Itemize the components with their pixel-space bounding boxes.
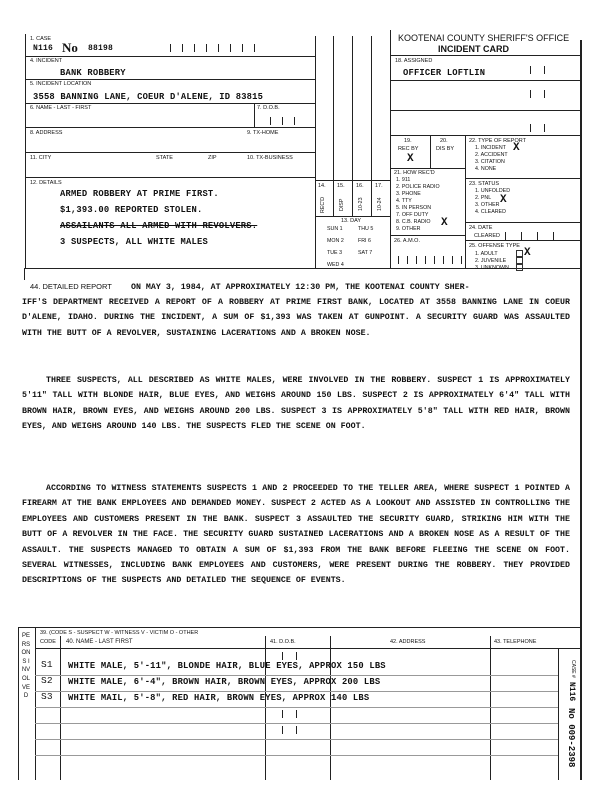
how-recd-opt-4: 4. TTY bbox=[396, 198, 412, 204]
report-left-edge bbox=[24, 268, 25, 280]
report-paragraph-2: THREE SUSPECTS, ALL DESCRIBED AS WHITE MALES, WERE INVOLVED IN THE ROBBERY. SUSPECT 1 IS APPROXIMATELY 5'11" TALL WITH BLONDE HAIR, BLUE EYES, AND WEIGHS AROUND 150 LBS. SUSPECT 2 IS APPROXIMATELY 6'4" TALL WITH BROWN HAIR, BROWN EYES, AND WEIGHS AROUND 200 LBS. SUSPECT 3 IS APPROXIMATELY 5'8" TALL WITH RED HAIR, BROWN EYES, AND WEIGHS AROUND 140 LBS. THE SUSPECTS FLED THE SCENE ON FOOT. bbox=[22, 376, 570, 432]
details-line-3: ASSAILANTS ALL ARMED WITH REVOLVERS. bbox=[60, 221, 258, 231]
status-label: 23. STATUS bbox=[469, 181, 500, 187]
type-report-mark: X bbox=[513, 142, 520, 154]
code-14-label: 14. bbox=[318, 183, 326, 189]
line-row-3 bbox=[35, 707, 558, 708]
case-number: 88198 bbox=[88, 44, 114, 53]
date-cleared-ticks bbox=[505, 232, 575, 240]
offense-type-mark: X bbox=[524, 247, 531, 259]
offense-opt-unknown bbox=[475, 264, 523, 272]
status-opt-3: 3. OTHER bbox=[475, 202, 500, 208]
type-report-label: 22. TYPE OF REPORT bbox=[469, 138, 526, 144]
status-mark: X bbox=[500, 194, 507, 206]
day-sat: SAT 7 bbox=[358, 250, 373, 256]
line-how-recd-bottom bbox=[390, 235, 465, 236]
type-report-opt-3: 3. CITATION bbox=[475, 159, 505, 165]
case-tick-marks bbox=[170, 44, 310, 52]
line-case-bottom bbox=[25, 56, 315, 57]
day-wed: WED 4 bbox=[327, 262, 344, 268]
how-recd-opt-2: 2. POLICE RADIO bbox=[396, 184, 440, 190]
code-17-label: 17. bbox=[375, 183, 383, 189]
line-header-bottom bbox=[390, 55, 580, 56]
dob-label: 7. D.O.B. bbox=[257, 105, 280, 111]
mid-col-right-border bbox=[390, 30, 391, 268]
line-row-4 bbox=[35, 723, 558, 724]
case-no-symbol: No bbox=[62, 40, 78, 55]
type-report-opt-1: 1. INCIDENT bbox=[475, 145, 506, 151]
code-divider-1 bbox=[333, 36, 334, 216]
persons-code-legend: 39. (CODE S - SUSPECT W - WITNESS V - VICTIM O - OTHER bbox=[40, 630, 199, 636]
report-paragraph-3: ACCORDING TO WITNESS STATEMENTS SUSPECTS 1 AND 2 PROCEEDED TO THE TELLER AREA, WHERE SUSPECT 1 POINTED A FIREARM AT THE BANK EMPLOYEES AND DEMANDED MONEY. SUSPECT 2 ACTED AS A LOOKOUT AND ASSISTED IN CONTROLLING THE EMPLOYEES AND CUSTOMERS PRESENT IN THE BANK. SUSPECT 3 ASSAULTED THE SECURITY GUARD, STRIKING HIM WITH THE BUTT OF A REVOLVER IN THE FACE. THE SECURITY GUARD SUSTAINED LACERATIONS AND A BROKEN NOSE AS A RESULT OF THE ASSAULT. THE SUSPECTS MANAGED TO OBTAIN A SUM OF $1,393 FROM THE BANK BEFORE FLEEING THE SCENE ON FOOT. SEVERAL WITNESSES, INCLUDING BANK EMPLOYEES AND CUSTOMERS, WERE PRESENT DURING THE ROBBERY. THEY PROVIDED DESCRIPTIONS OF THE SUSPECTS AND DETAILED THE SEQUENCE OF EVENTS. bbox=[22, 484, 570, 586]
line-row-5 bbox=[35, 739, 558, 740]
dob-ticks-row-5 bbox=[282, 726, 312, 734]
day-mon: MON 2 bbox=[327, 238, 344, 244]
mid-col-left-border bbox=[315, 36, 316, 268]
how-recd-opt-3: 3. PHONE bbox=[396, 191, 421, 197]
assigned-value: OFFICER LOFTLIN bbox=[403, 68, 486, 78]
details-line-2: $1,393.00 REPORTED STOLEN. bbox=[60, 205, 203, 215]
dob-ticks-row-4 bbox=[282, 710, 312, 718]
amo-tick-marks bbox=[398, 256, 462, 264]
report-first-line: ON MAY 3, 1984, AT APPROXIMATELY 12:30 PM, THE KOOTENAI COUNTY SHER- bbox=[131, 283, 470, 292]
form-right-border bbox=[580, 40, 582, 780]
code-16-text: 10-23 bbox=[358, 197, 364, 211]
amo-label: 26. A.M.O. bbox=[394, 238, 420, 244]
code-16-label: 16. bbox=[356, 183, 364, 189]
line-row-6 bbox=[35, 755, 558, 756]
tx-home-label: 9. TX-HOME bbox=[247, 130, 279, 136]
report-label: 44. DETAILED REPORT bbox=[30, 282, 112, 291]
how-recd-label: 21. HOW REC'D bbox=[394, 170, 435, 176]
col-dob-header: 41. D.O.B. bbox=[270, 639, 296, 645]
col-code-divider bbox=[60, 636, 61, 780]
rec-by-mark: X bbox=[407, 153, 414, 165]
how-recd-opt-1: 1. 911 bbox=[396, 177, 411, 183]
rec-by-label: REC BY bbox=[398, 146, 419, 152]
case-side-label: CASE # bbox=[570, 660, 576, 678]
dob-divider bbox=[254, 103, 255, 127]
right-block-divider bbox=[465, 135, 466, 268]
code-divider-3 bbox=[371, 36, 372, 216]
case-side-prefix: N116 bbox=[567, 682, 576, 702]
agency-name: KOOTENAI COUNTY SHERIFF'S OFFICE bbox=[398, 33, 570, 43]
offense-unknown-checkbox[interactable] bbox=[516, 264, 523, 271]
date-cleared-sub: CLEARED bbox=[474, 233, 500, 239]
rec-dis-divider bbox=[430, 135, 431, 168]
report-paragraph-1: IFF'S DEPARTMENT RECEIVED A REPORT OF A ROBBERY AT PRIME FIRST BANK, LOCATED AT 3558 BANNING LANE IN COEUR D'ALENE, IDAHO. DURING THE INCIDENT, A SUM OF $1,393 WAS TAKEN AT GUNPOINT. A SECURITY GUARD WAS ASSAULTED WITH THE BUTT OF A REVOLVER, SUSTAINING LACERATIONS AND A BROKEN NOSE. bbox=[22, 298, 570, 338]
name-label: 6. NAME - LAST - FIRST bbox=[30, 105, 92, 111]
person-row-2-desc: WHITE MALE, 6'-4", BROWN HAIR, BROWN EYES, APPROX 200 LBS bbox=[68, 677, 381, 687]
date-cleared-label: 24. DATE bbox=[469, 225, 493, 231]
incident-label: 4. INCIDENT bbox=[30, 58, 63, 64]
type-report-opt-2: 2. ACCIDENT bbox=[475, 152, 508, 158]
col-dob-divider bbox=[265, 636, 266, 780]
city-label: 11. CITY bbox=[30, 155, 52, 161]
case-number-side bbox=[565, 660, 577, 780]
status-opt-1: 1. UNFOLDED bbox=[475, 188, 511, 194]
details-line-4: 3 SUSPECTS, ALL WHITE MALES bbox=[60, 237, 208, 247]
line-address-bottom bbox=[25, 152, 315, 153]
offense-opt-adult-text: 1. ADULT bbox=[475, 250, 498, 257]
how-recd-opt-7: 7. OFF DUTY bbox=[396, 212, 429, 218]
status-opt-4: 4. CLEARED bbox=[475, 209, 506, 215]
code-15-label: 15. bbox=[337, 183, 345, 189]
form-title: INCIDENT CARD bbox=[438, 44, 509, 54]
col-phone-divider bbox=[490, 636, 491, 780]
line-city-bottom bbox=[25, 177, 315, 178]
location-label: 5. INCIDENT LOCATION bbox=[30, 81, 92, 87]
tx-business-label: 10. TX-BUSINESS bbox=[247, 155, 293, 161]
line-date-cleared-bottom bbox=[465, 240, 580, 241]
rec-by-19-label: 19. bbox=[404, 138, 412, 144]
col-phone-header: 43. TELEPHONE bbox=[494, 639, 537, 645]
line-assigned-3 bbox=[390, 135, 580, 136]
code-14-text: REC'D bbox=[320, 196, 326, 213]
persons-side-divider bbox=[35, 627, 36, 780]
person-row-2-code: S2 bbox=[41, 675, 53, 686]
day-sun: SUN 1 bbox=[327, 226, 343, 232]
line-rec-bottom bbox=[390, 168, 465, 169]
code-15-text: DISP bbox=[339, 198, 345, 211]
line-assigned-2 bbox=[390, 110, 580, 111]
person-row-3-desc: WHITE MAIL, 5'-8", RED HAIR, BROWN EYES, APPROX 140 LBS bbox=[68, 693, 370, 703]
zip-label: ZIP bbox=[208, 155, 217, 161]
how-recd-mark: X bbox=[441, 217, 448, 229]
persons-side-label: PERSONS INVOLVED bbox=[21, 633, 31, 700]
location-value: 3558 BANNING LANE, COEUR D'ALENE, ID 83815 bbox=[33, 92, 264, 102]
line-incident-bottom bbox=[25, 79, 315, 80]
incident-value: BANK ROBBERY bbox=[60, 68, 126, 78]
offense-opt-juvenile-text: 2. JUVENILE bbox=[475, 257, 507, 264]
day-label: 13. DAY bbox=[341, 218, 362, 224]
code-17-text: 10-24 bbox=[377, 197, 383, 211]
col-code-header: CODE bbox=[40, 639, 56, 645]
details-label: 12. DETAILS bbox=[30, 180, 62, 186]
code-divider-2 bbox=[352, 36, 353, 216]
offense-juvenile-checkbox[interactable] bbox=[516, 257, 523, 264]
day-fri: FRI 6 bbox=[358, 238, 371, 244]
col-address-header: 42. ADDRESS bbox=[390, 639, 426, 645]
assigned-ticks-1 bbox=[530, 66, 575, 74]
offense-type-label: 25. OFFENSE TYPE bbox=[469, 243, 520, 249]
how-recd-opt-8: 8. C.B. RADIO bbox=[396, 219, 431, 225]
line-row-2 bbox=[35, 691, 558, 692]
how-recd-opt-5: 5. IN PERSON bbox=[396, 205, 432, 211]
state-label: STATE bbox=[156, 155, 173, 161]
case-side-divider bbox=[558, 648, 559, 780]
line-type-report-bottom bbox=[465, 178, 580, 179]
person-row-1-desc: WHITE MALE, 5'-11", BLONDE HAIR, BLUE EYES, APPROX 150 LBS bbox=[68, 661, 386, 671]
line-persons-top bbox=[18, 627, 582, 628]
day-tue: TUE 3 bbox=[327, 250, 343, 256]
line-name-bottom bbox=[25, 127, 315, 128]
dis-by-label: DIS BY bbox=[436, 146, 455, 152]
details-line-1: ARMED ROBBERY AT PRIME FIRST. bbox=[60, 189, 219, 199]
dob-ticks-row-1 bbox=[282, 652, 312, 660]
assigned-label: 18. ASSIGNED bbox=[395, 58, 433, 64]
type-report-opt-4: 4. NONE bbox=[475, 166, 497, 172]
col-address-divider bbox=[330, 636, 331, 780]
how-recd-opt-9: 9. OTHER bbox=[396, 226, 421, 232]
offense-adult-checkbox[interactable] bbox=[516, 250, 523, 257]
dis-by-20-label: 20. bbox=[440, 138, 448, 144]
line-persons-header-bottom bbox=[35, 648, 580, 649]
line-location-bottom bbox=[25, 103, 315, 104]
line-row-1 bbox=[35, 675, 558, 676]
line-assigned-1 bbox=[390, 80, 580, 81]
assigned-ticks-3 bbox=[530, 124, 575, 132]
line-codes-top bbox=[315, 180, 390, 181]
persons-left-border bbox=[18, 627, 19, 780]
status-opt-2: 2. PNL bbox=[475, 195, 492, 201]
case-prefix: N116 bbox=[33, 44, 54, 53]
address-label: 8. ADDRESS bbox=[30, 130, 63, 136]
offense-opt-unknown-text: 3. UNKNOWN bbox=[475, 264, 509, 271]
day-thu: THU 5 bbox=[358, 226, 374, 232]
person-row-1-code: S1 bbox=[41, 659, 53, 670]
col-name-header: 40. NAME - LAST FIRST bbox=[66, 639, 133, 645]
line-codes-bottom bbox=[315, 216, 390, 217]
case-side-number: No 009-2398 bbox=[566, 708, 576, 768]
dob-tick-marks bbox=[270, 117, 310, 125]
person-row-3-code: S3 bbox=[41, 691, 53, 702]
case-label: 1. CASE bbox=[30, 36, 52, 42]
assigned-ticks-2 bbox=[530, 90, 575, 98]
line-status-bottom bbox=[465, 222, 580, 223]
